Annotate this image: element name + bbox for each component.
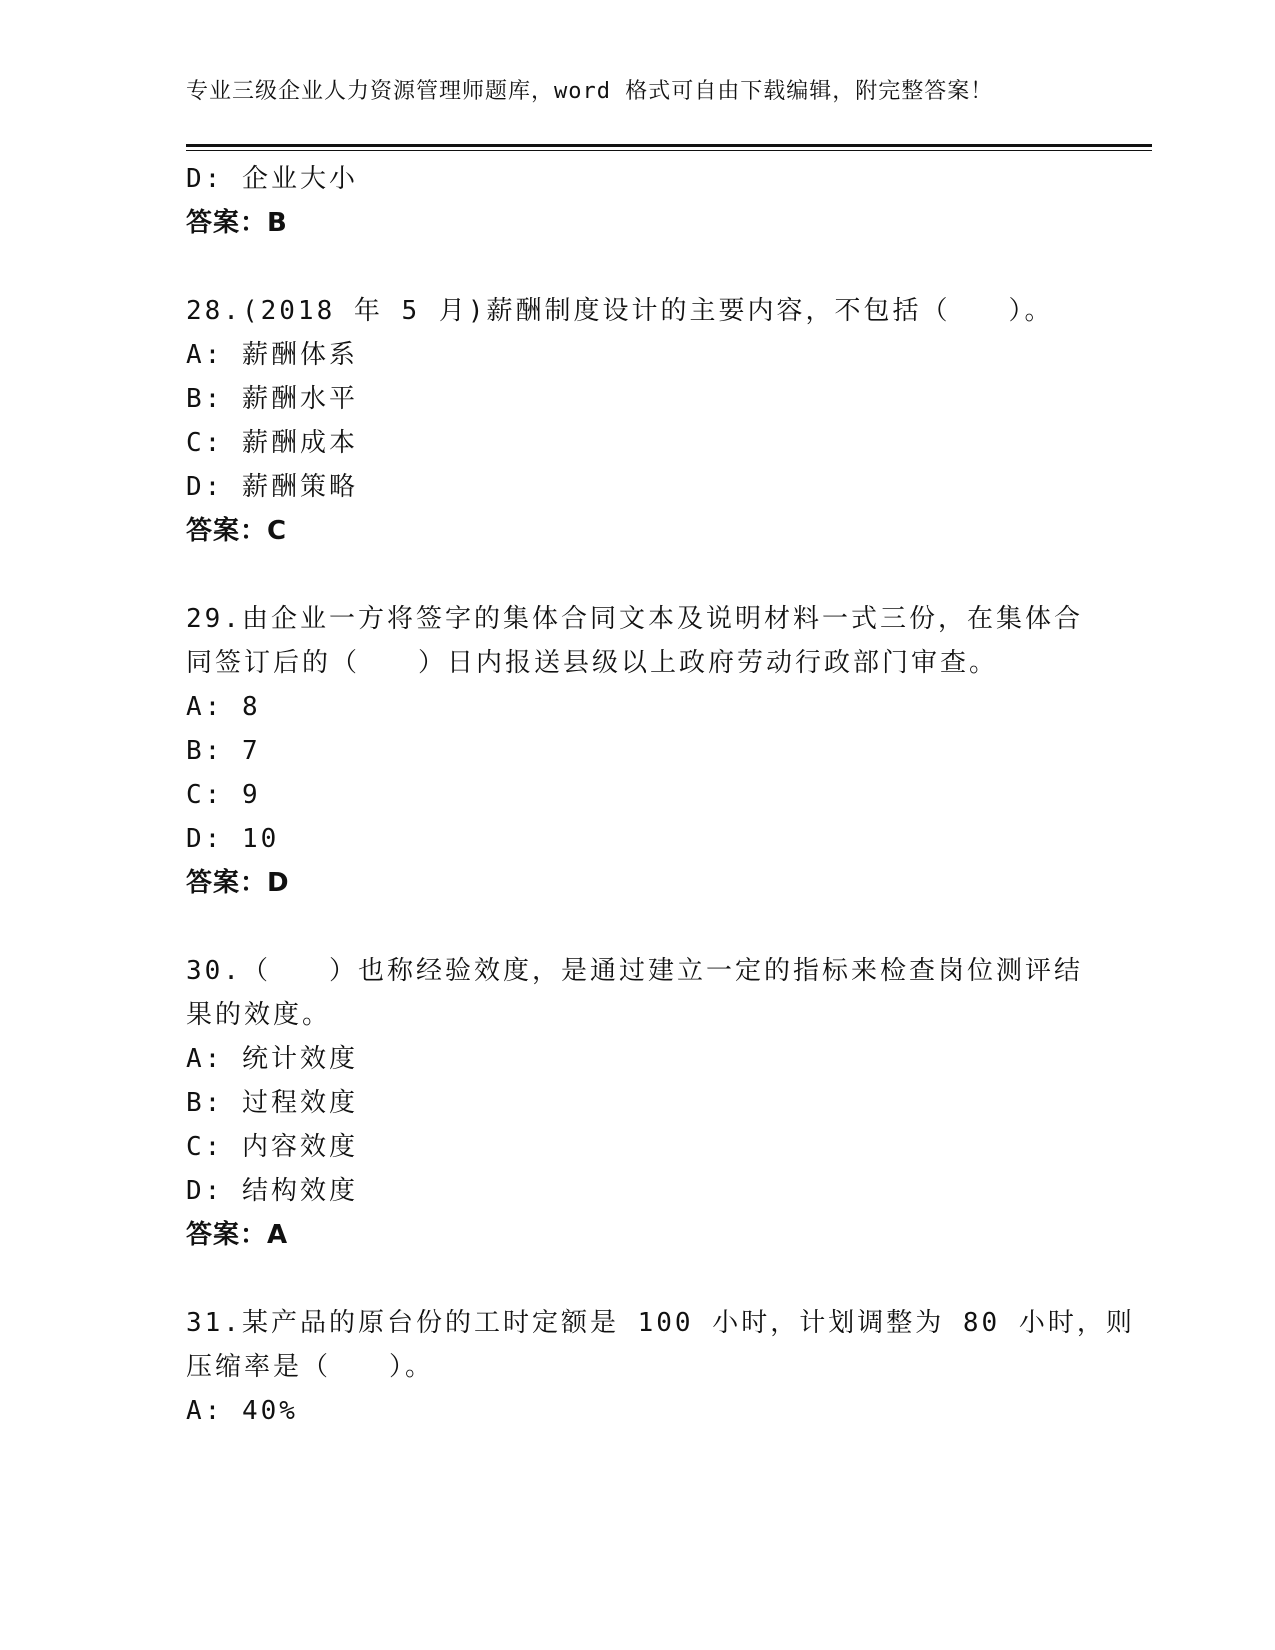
q31-stem-line1: 31.某产品的原台份的工时定额是 100 小时，计划调整为 80 小时，则	[186, 1308, 1135, 1338]
q29-stem-line1: 29.由企业一方将签字的集体合同文本及说明材料一式三份，在集体合	[186, 604, 1083, 634]
header-divider-thick	[186, 144, 1152, 147]
q29-option-a: A: 8	[186, 692, 261, 722]
q28-answer: 答案：C	[186, 516, 288, 546]
q28-option-d: D: 薪酬策略	[186, 472, 358, 502]
header-divider-thin	[186, 150, 1152, 151]
q29-option-c: C: 9	[186, 780, 261, 810]
q28-stem: 28.(2018 年 5 月)薪酬制度设计的主要内容，不包括（ ）。	[186, 296, 1054, 326]
q28-option-c: C: 薪酬成本	[186, 428, 358, 458]
q30-stem-line2: 果的效度。	[186, 1000, 332, 1030]
q30-option-d: D: 结构效度	[186, 1176, 358, 1206]
q31-option-a: A: 40%	[186, 1396, 298, 1426]
q28-option-b: B: 薪酬水平	[186, 384, 358, 414]
q28-option-a: A: 薪酬体系	[186, 340, 358, 370]
q29-option-d: D: 10	[186, 824, 280, 854]
q27-option-d: D: 企业大小	[186, 164, 358, 194]
q30-option-c: C: 内容效度	[186, 1132, 358, 1162]
q29-stem-line2: 同签订后的（ ）日内报送县级以上政府劳动行政部门审查。	[186, 648, 999, 678]
q27-answer: 答案：B	[186, 208, 288, 238]
q31-stem-line2: 压缩率是（ ）。	[186, 1352, 435, 1382]
document-header: 专业三级企业人力资源管理师题库，word 格式可自由下载编辑，附完整答案！	[186, 79, 994, 104]
q29-answer: 答案：D	[186, 868, 290, 898]
q30-option-a: A: 统计效度	[186, 1044, 358, 1074]
q30-stem-line1: 30.（ ）也称经验效度，是通过建立一定的指标来检查岗位测评结	[186, 956, 1083, 986]
q30-option-b: B: 过程效度	[186, 1088, 358, 1118]
q30-answer: 答案：A	[186, 1220, 289, 1250]
q29-option-b: B: 7	[186, 736, 261, 766]
